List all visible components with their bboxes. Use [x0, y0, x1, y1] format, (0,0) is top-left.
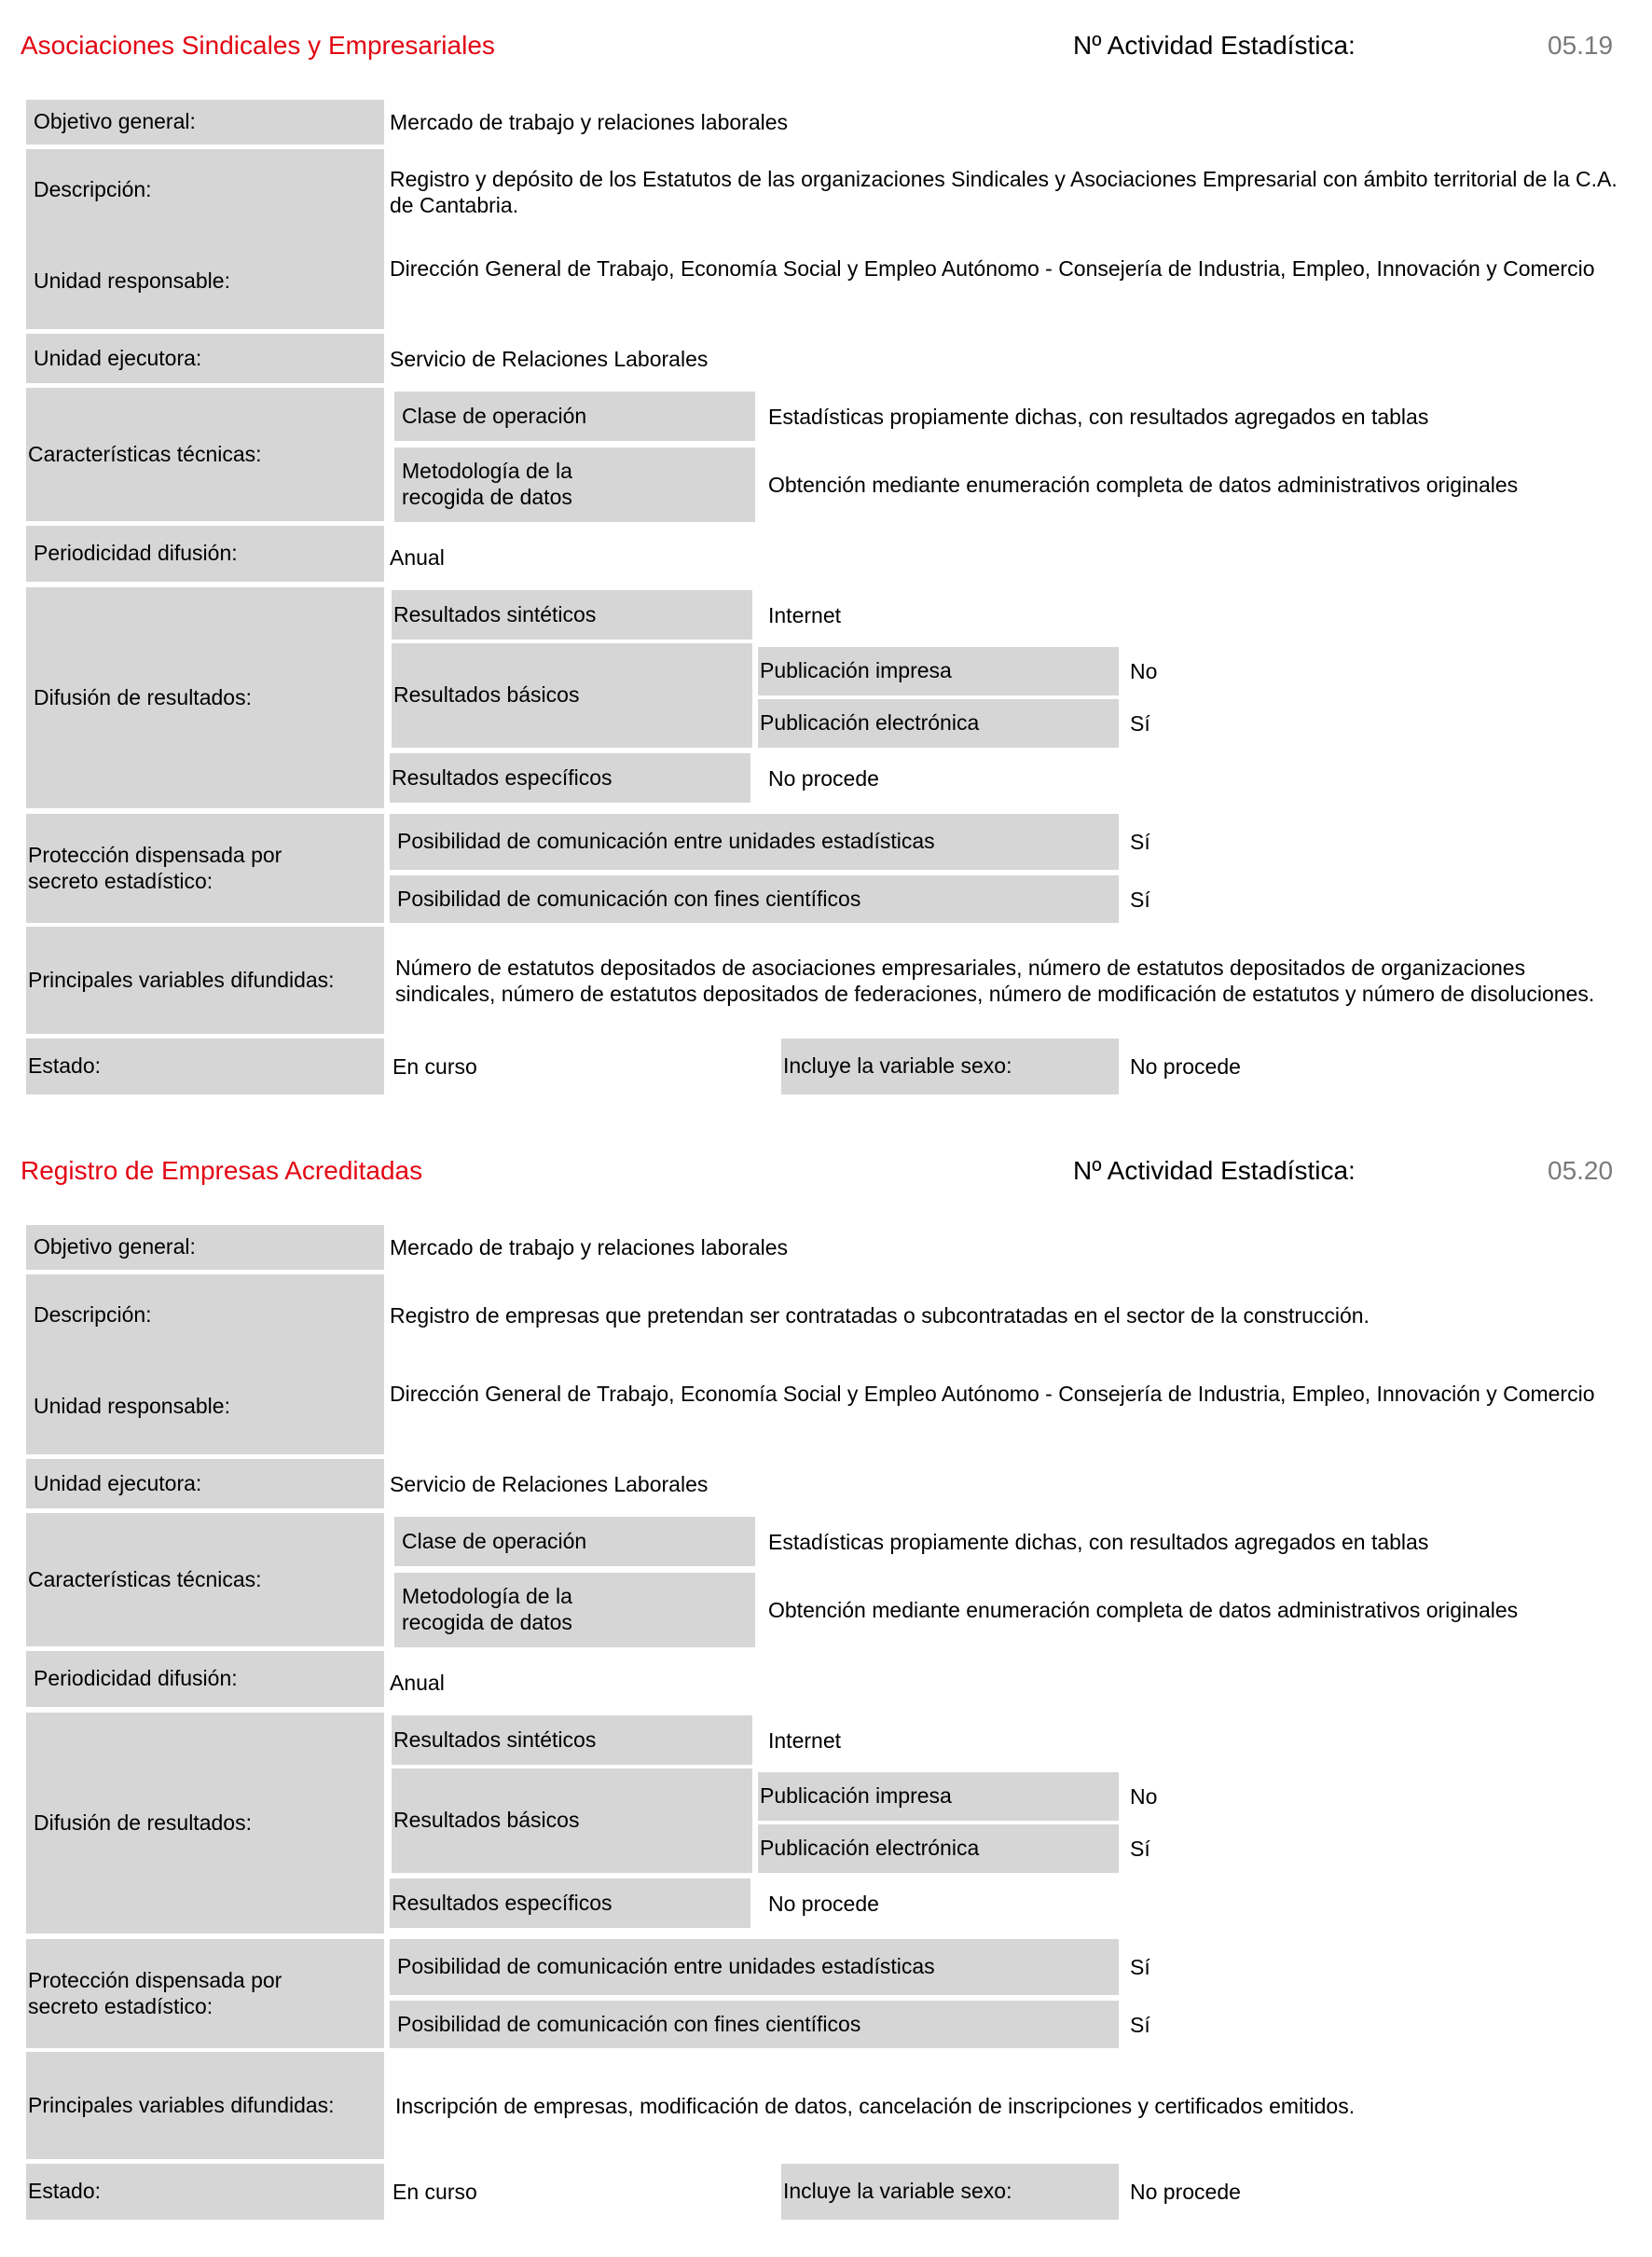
label-com-cientificos: Posibilidad de comunicación con fines científicos [390, 875, 1119, 923]
label-estado: Estado: [26, 2164, 384, 2220]
value-objetivo: Mercado de trabajo y relaciones laborales [390, 1235, 789, 1259]
value-metodologia: Obtención mediante enumeración completa de datos administrativos originales [768, 473, 1519, 497]
value-res-sinteticos: Internet [768, 1727, 841, 1753]
label-metodologia: Metodología de la recogida de datos [394, 1573, 755, 1647]
label-res-especificos: Resultados específicos [390, 753, 750, 803]
value-variable-sexo: No procede [1130, 1054, 1241, 1079]
label-difusion: Difusión de resultados: [26, 587, 384, 808]
record-block [0, 1125, 1652, 2244]
value-objetivo: Mercado de trabajo y relaciones laborales [390, 110, 789, 134]
value-estado: En curso [392, 1054, 477, 1079]
activity-number-label: Nº Actividad Estadística: [1073, 31, 1356, 60]
value-unidad-responsable: Dirección General de Trabajo, Economía Social y Empleo Autónomo - Consejería de Industria, Empleo, Innovación y Comercio [390, 256, 1595, 281]
value-pub-impresa: No [1130, 659, 1158, 683]
value-res-especificos: No procede [768, 1891, 879, 1916]
label-pub-impresa: Publicación impresa [758, 647, 1119, 695]
value-metodologia: Obtención mediante enumeración completa de datos administrativos originales [768, 1598, 1519, 1622]
activity-number-label: Nº Actividad Estadística: [1073, 1156, 1356, 1185]
label-periodicidad: Periodicidad difusión: [26, 526, 384, 582]
label-unidad-ejecutora: Unidad ejecutora: [26, 334, 384, 383]
value-res-sinteticos: Internet [768, 602, 841, 627]
value-periodicidad: Anual [390, 1671, 445, 1695]
label-com-cientificos: Posibilidad de comunicación con fines científicos [390, 2001, 1119, 2048]
label-unidad-ejecutora: Unidad ejecutora: [26, 1459, 384, 1508]
label-proteccion: Protección dispensada por secreto estadístico: [26, 814, 384, 923]
value-estado: En curso [392, 2180, 477, 2204]
label-proteccion: Protección dispensada por secreto estadístico: [26, 1939, 384, 2048]
value-unidad-ejecutora: Servicio de Relaciones Laborales [390, 346, 709, 371]
record-block [0, 0, 1652, 1119]
label-pub-electronica: Publicación electrónica [758, 699, 1119, 748]
label-caracteristicas: Características técnicas: [26, 388, 384, 521]
value-pub-electronica: Sí [1130, 1837, 1150, 1861]
value-com-unidades: Sí [1130, 830, 1150, 854]
label-unidad-responsable: Unidad responsable: [34, 268, 230, 294]
label-periodicidad: Periodicidad difusión: [26, 1651, 384, 1707]
value-variables: Número de estatutos depositados de asociaciones empresariales, número de estatutos depositados de organizaciones sindicales, número de estatutos depositados de federaciones, número de modificación de estatutos y número de disoluciones. [395, 955, 1595, 1006]
label-res-basicos: Resultados básicos [392, 643, 752, 748]
label-res-sinteticos: Resultados sintéticos [392, 590, 752, 640]
value-descripcion: Registro de empresas que pretendan ser contratadas o subcontratadas en el sector de la construcción. [390, 1303, 1370, 1328]
activity-number: 05.19 [1548, 31, 1614, 60]
label-descripcion: Descripción: [34, 1302, 152, 1328]
label-res-basicos: Resultados básicos [392, 1768, 752, 1873]
label-pub-electronica: Publicación electrónica [758, 1824, 1119, 1873]
value-com-unidades: Sí [1130, 1955, 1150, 1979]
label-variables: Principales variables difundidas: [26, 2052, 384, 2159]
label-clase-operacion: Clase de operación [394, 392, 755, 441]
label-unidad-responsable: Unidad responsable: [34, 1394, 230, 1419]
value-pub-electronica: Sí [1130, 711, 1150, 736]
label-pub-impresa: Publicación impresa [758, 1772, 1119, 1821]
label-objetivo: Objetivo general: [26, 1225, 384, 1270]
label-estado: Estado: [26, 1039, 384, 1094]
value-clase-operacion: Estadísticas propiamente dichas, con resultados agregados en tablas [768, 404, 1429, 429]
label-caracteristicas: Características técnicas: [26, 1513, 384, 1646]
record-title: Asociaciones Sindicales y Empresariales [21, 31, 495, 60]
label-metodologia: Metodología de la recogida de datos [394, 447, 755, 522]
label-res-especificos: Resultados específicos [390, 1879, 750, 1928]
label-descripcion: Descripción: [34, 177, 152, 202]
label-com-unidades: Posibilidad de comunicación entre unidades estadísticas [390, 814, 1119, 870]
value-clase-operacion: Estadísticas propiamente dichas, con resultados agregados en tablas [768, 1529, 1429, 1554]
value-variable-sexo: No procede [1130, 2180, 1241, 2204]
value-pub-impresa: No [1130, 1784, 1158, 1809]
value-variables: Inscripción de empresas, modificación de datos, cancelación de inscripciones y certificados emitidos. [395, 2093, 1356, 2118]
value-res-especificos: No procede [768, 765, 879, 791]
value-com-cientificos: Sí [1130, 2012, 1150, 2037]
value-unidad-responsable: Dirección General de Trabajo, Economía Social y Empleo Autónomo - Consejería de Industria, Empleo, Innovación y Comercio [390, 1382, 1595, 1406]
label-variable-sexo: Incluye la variable sexo: [781, 2164, 1119, 2220]
value-periodicidad: Anual [390, 545, 445, 570]
value-unidad-ejecutora: Servicio de Relaciones Laborales [390, 1471, 709, 1496]
activity-number: 05.20 [1548, 1156, 1614, 1185]
record-title: Registro de Empresas Acreditadas [21, 1156, 423, 1185]
label-com-unidades: Posibilidad de comunicación entre unidades estadísticas [390, 1939, 1119, 1995]
label-objetivo: Objetivo general: [26, 100, 384, 145]
value-descripcion: Registro y depósito de los Estatutos de las organizaciones Sindicales y Asociaciones Empresarial con ámbito territorial de la C.A. de Cantabria. [390, 167, 1618, 217]
label-difusion: Difusión de resultados: [26, 1713, 384, 1934]
label-variable-sexo: Incluye la variable sexo: [781, 1039, 1119, 1094]
value-com-cientificos: Sí [1130, 887, 1150, 912]
label-res-sinteticos: Resultados sintéticos [392, 1715, 752, 1765]
label-clase-operacion: Clase de operación [394, 1517, 755, 1566]
label-variables: Principales variables difundidas: [26, 927, 384, 1034]
